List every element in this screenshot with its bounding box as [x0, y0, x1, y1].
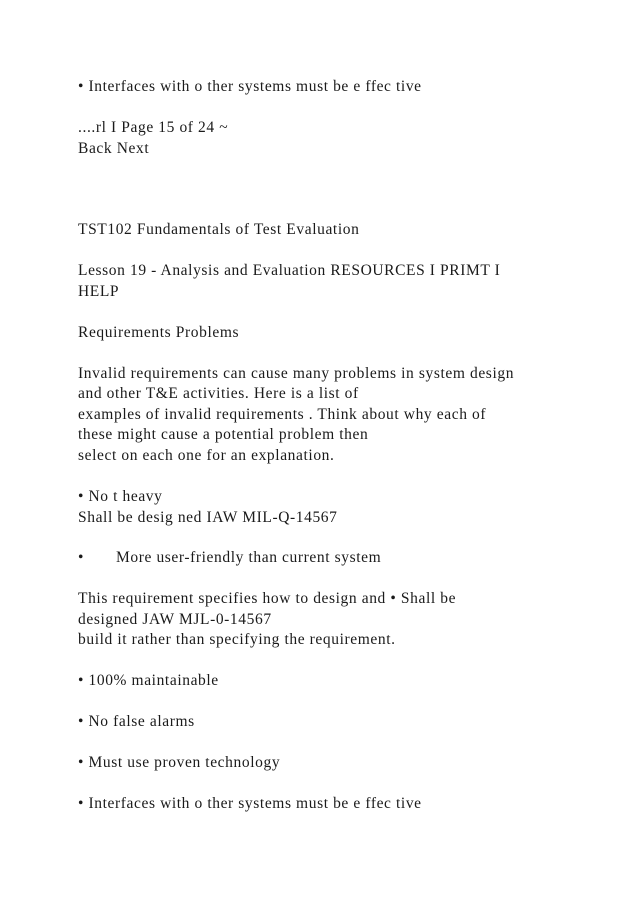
intro-line-4: these might cause a potential problem then	[78, 426, 369, 443]
lesson-line-2: HELP	[78, 283, 120, 300]
item-user-friendly[interactable]	[78, 548, 381, 569]
intro-line-3: examples of invalid requirements . Think about why each of	[78, 406, 487, 423]
section-heading: Requirements Problems	[78, 324, 240, 341]
item-not-heavy[interactable]: • No t heavy	[78, 488, 163, 505]
nav-links[interactable]: Back Next	[78, 140, 150, 157]
item-maintainable[interactable]: • 100% maintainable	[78, 672, 219, 689]
explanation-line-3: build it rather than specifying the requirement.	[78, 631, 396, 648]
item-false-alarms[interactable]: • No false alarms	[78, 713, 195, 730]
bottom-bullet[interactable]: • Interfaces with o ther systems must be e ffec tive	[78, 795, 422, 812]
bullet-dot: •	[78, 549, 85, 566]
intro-line-2: and other T&E activities. Here is a list of	[78, 385, 359, 402]
item-proven-technology[interactable]: • Must use proven technology	[78, 754, 281, 771]
course-title: TST102 Fundamentals of Test Evaluation	[78, 221, 360, 238]
pager-text: ....rl I Page 15 of 24 ~	[78, 119, 229, 136]
lesson-line-1: Lesson 19 - Analysis and Evaluation RESOURCES I PRIMT I	[78, 262, 501, 279]
top-bullet: • Interfaces with o ther systems must be e ffec tive	[78, 78, 422, 95]
item-shall-designed[interactable]: Shall be desig ned IAW MIL-Q-14567	[78, 509, 338, 526]
item-user-friendly-text: More user-friendly than current system	[116, 549, 382, 566]
explanation-line-2: designed JAW MJL-0-14567	[78, 611, 272, 628]
explanation-line-1: This requirement specifies how to design and • Shall be	[78, 590, 457, 607]
intro-line-5: select on each one for an explanation.	[78, 447, 335, 464]
intro-line-1: Invalid requirements can cause many problems in system design	[78, 365, 515, 382]
